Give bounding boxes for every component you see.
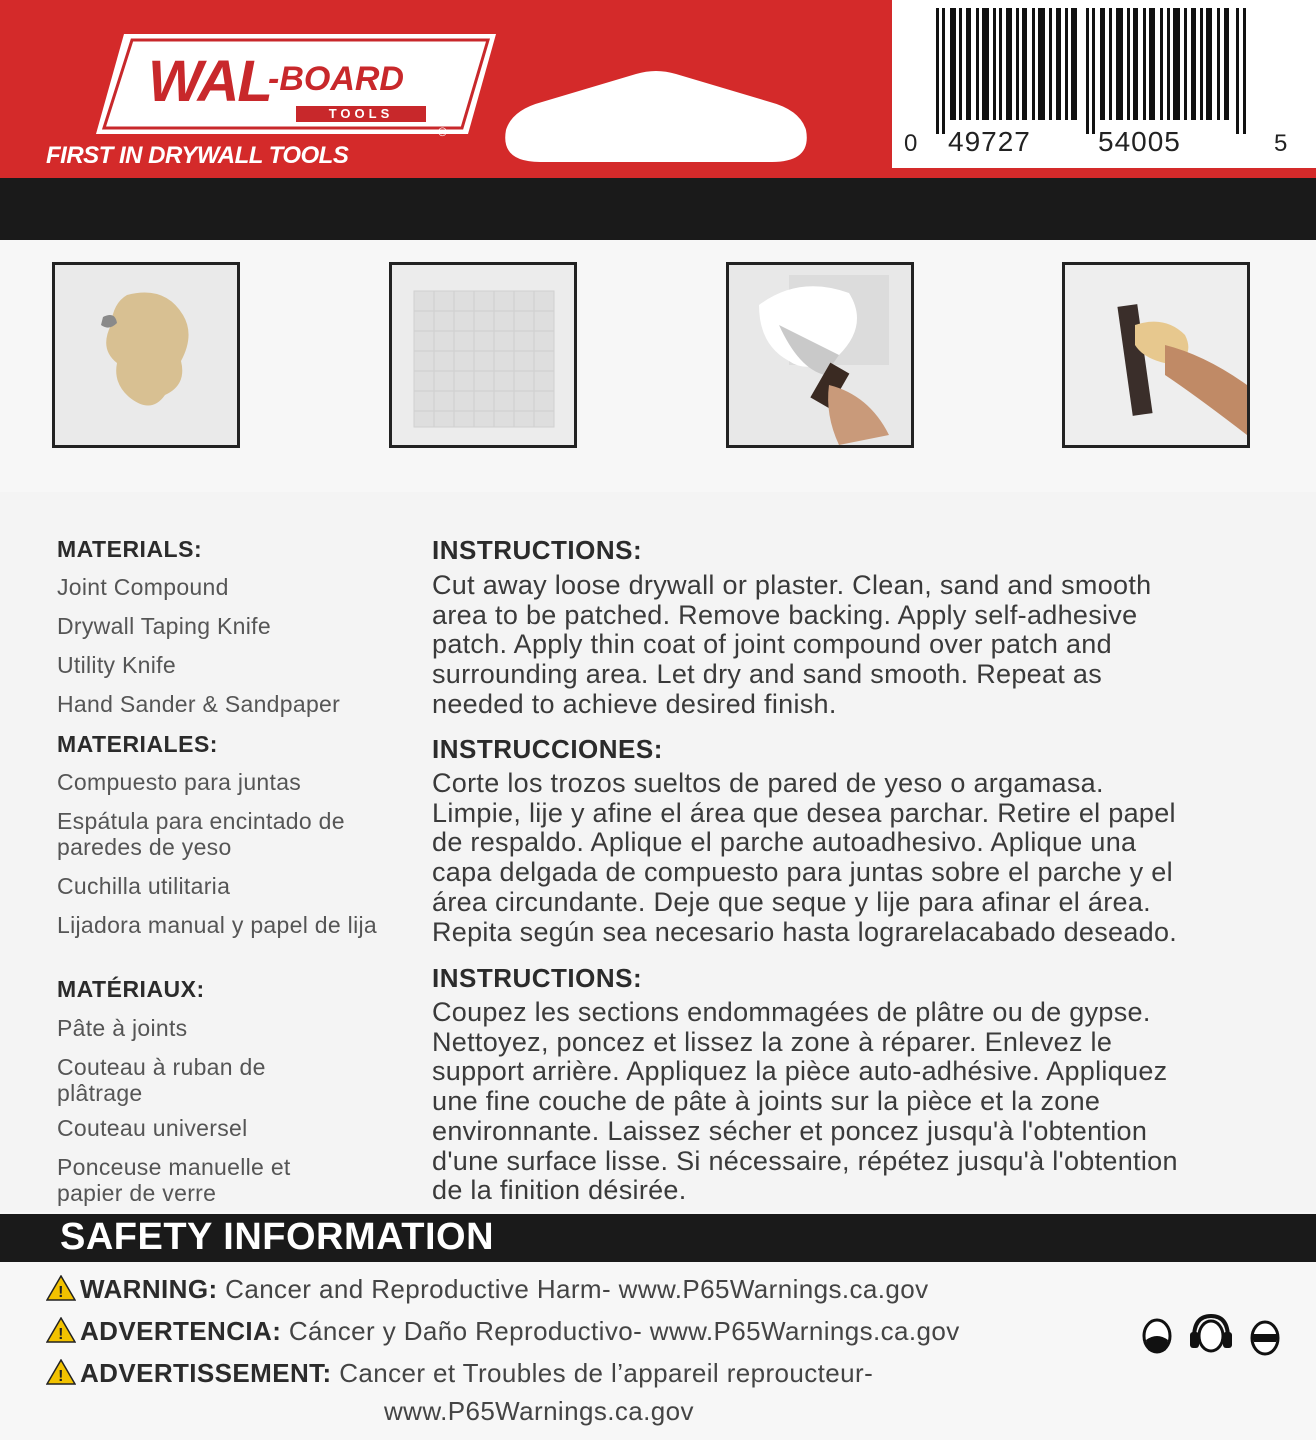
- barcode-group-1: 49727: [948, 126, 1031, 157]
- materials-fr-item: Couteau à ruban de plâtrage: [57, 1054, 266, 1106]
- materials-en-item: Utility Knife: [57, 652, 176, 678]
- barcode-left-digit: 0: [904, 130, 919, 157]
- materials-es-item: Cuchilla utilitaria: [57, 873, 231, 899]
- svg-text:!: !: [58, 1284, 64, 1301]
- materials-es-item: Compuesto para juntas: [57, 769, 302, 795]
- safety-glasses-icon: [1248, 1318, 1282, 1358]
- materials-fr-title: MATÉRIAUX:: [57, 976, 205, 1002]
- warning-triangle-icon: [46, 1275, 76, 1301]
- warning-line-fr: [46, 1358, 873, 1389]
- advertencia-text: Cáncer y Daño Reproductivo- www.P65Warnings.ca.gov: [281, 1316, 960, 1346]
- step-photo-1: [52, 262, 240, 448]
- avertissement-text: Cancer et Troubles de l’appareil reproucteur-: [331, 1358, 874, 1388]
- logo-board-text: -BOARD: [268, 60, 404, 98]
- materials-es-title: MATERIALES:: [57, 731, 218, 757]
- svg-text:!: !: [58, 1368, 64, 1385]
- materials-es-item: Espátula para encintado de paredes de yeso: [57, 808, 345, 860]
- warning-label: WARNING:: [80, 1274, 218, 1304]
- brand-tagline: FIRST IN DRYWALL TOOLS: [46, 142, 349, 169]
- instructions-fr-text: Coupez les sections endommagées de plâtre ou de gypse. Nettoyez, poncez et lissez la zone à réparer. Enlevez le support arrière. Appliquez la pièce auto-adhésive. Appliquez une fine couche de pâte à joints sur la pièce et la zone environnante. Laissez sécher et poncez jusqu'à l'obtention d'une surface lisse. Si nécessaire, répétez jusqu'à l'obtention de la finition désirée.: [432, 997, 1178, 1206]
- step-photo-4: [1062, 262, 1250, 448]
- mesh-patch-photo: [392, 265, 574, 445]
- drywall-hole-photo: [55, 265, 237, 445]
- step-photo-2: [389, 262, 577, 448]
- materials-en-item: Joint Compound: [57, 574, 229, 600]
- materials-fr-item: Ponceuse manuelle et papier de verre: [57, 1154, 291, 1206]
- advertencia-label: ADVERTENCIA:: [80, 1316, 282, 1346]
- sanding-photo: [1065, 265, 1247, 445]
- hang-hole-cutout: [500, 70, 812, 166]
- warning-triangle-icon: [46, 1317, 76, 1343]
- barcode-right-digit: 5: [1274, 130, 1289, 157]
- svg-text:!: !: [58, 1326, 64, 1343]
- materials-fr-item: Couteau universel: [57, 1115, 248, 1141]
- materials-en-title: MATERIALS:: [57, 536, 203, 562]
- header-band: [0, 0, 1316, 178]
- instructions-en-title: INSTRUCTIONS:: [432, 535, 643, 565]
- barcode-group-2: 54005: [1098, 126, 1181, 157]
- materials-en-item: Hand Sander & Sandpaper: [57, 691, 341, 717]
- barcode-bars: [932, 8, 1252, 134]
- registered-mark: ®: [438, 125, 447, 139]
- safety-title: SAFETY INFORMATION: [60, 1216, 495, 1258]
- warning-line-es: [46, 1316, 960, 1347]
- logo-wal-text: WAL: [148, 49, 271, 114]
- materials-en-item: Drywall Taping Knife: [57, 613, 271, 639]
- materials-fr-item: Pâte à joints: [57, 1015, 188, 1041]
- avertissement-label: ADVERTISSEMENT:: [80, 1358, 332, 1388]
- header-black-stripe: [0, 178, 1316, 240]
- warning-text: Cancer and Reproductive Harm- www.P65Warnings.ca.gov: [217, 1274, 929, 1304]
- materials-es-item: Lijadora manual y papel de lija: [57, 912, 378, 938]
- upc-barcode: [892, 0, 1316, 168]
- instructions-es-text: Corte los trozos sueltos de pared de yeso o argamasa. Limpie, lije y afine el área que desea parchar. Retire el papel de respaldo. Aplique el parche autoadhesivo. Aplique una capa delgada de compuesto para juntas sobre el parche y el área circundante. Deje que seque y lije para afinar el área. Repita según sea necesario hasta lograrelacabado deseado.: [432, 768, 1178, 947]
- logo-tools-text: TOOLS: [296, 106, 426, 122]
- instructions-es-title: INSTRUCCIONES:: [432, 734, 663, 764]
- instructions-en-text: Cut away loose drywall or plaster. Clean, sand and smooth area to be patched. Remove backing. Apply self-adhesive patch. Apply thin coat of joint compound over patch and surrounding area. Let dry and sand smooth. Repeat as needed to achieve desired finish.: [432, 570, 1152, 719]
- ear-protection-icon: [1188, 1312, 1234, 1358]
- instructions-fr-title: INSTRUCTIONS:: [432, 963, 643, 993]
- step-photo-3: [726, 262, 914, 448]
- face-mask-icon: [1140, 1318, 1174, 1358]
- warning-triangle-icon: [46, 1359, 76, 1385]
- avertissement-url: www.P65Warnings.ca.gov: [384, 1396, 694, 1426]
- apply-compound-photo: [729, 265, 911, 445]
- warning-line-en: [46, 1274, 929, 1305]
